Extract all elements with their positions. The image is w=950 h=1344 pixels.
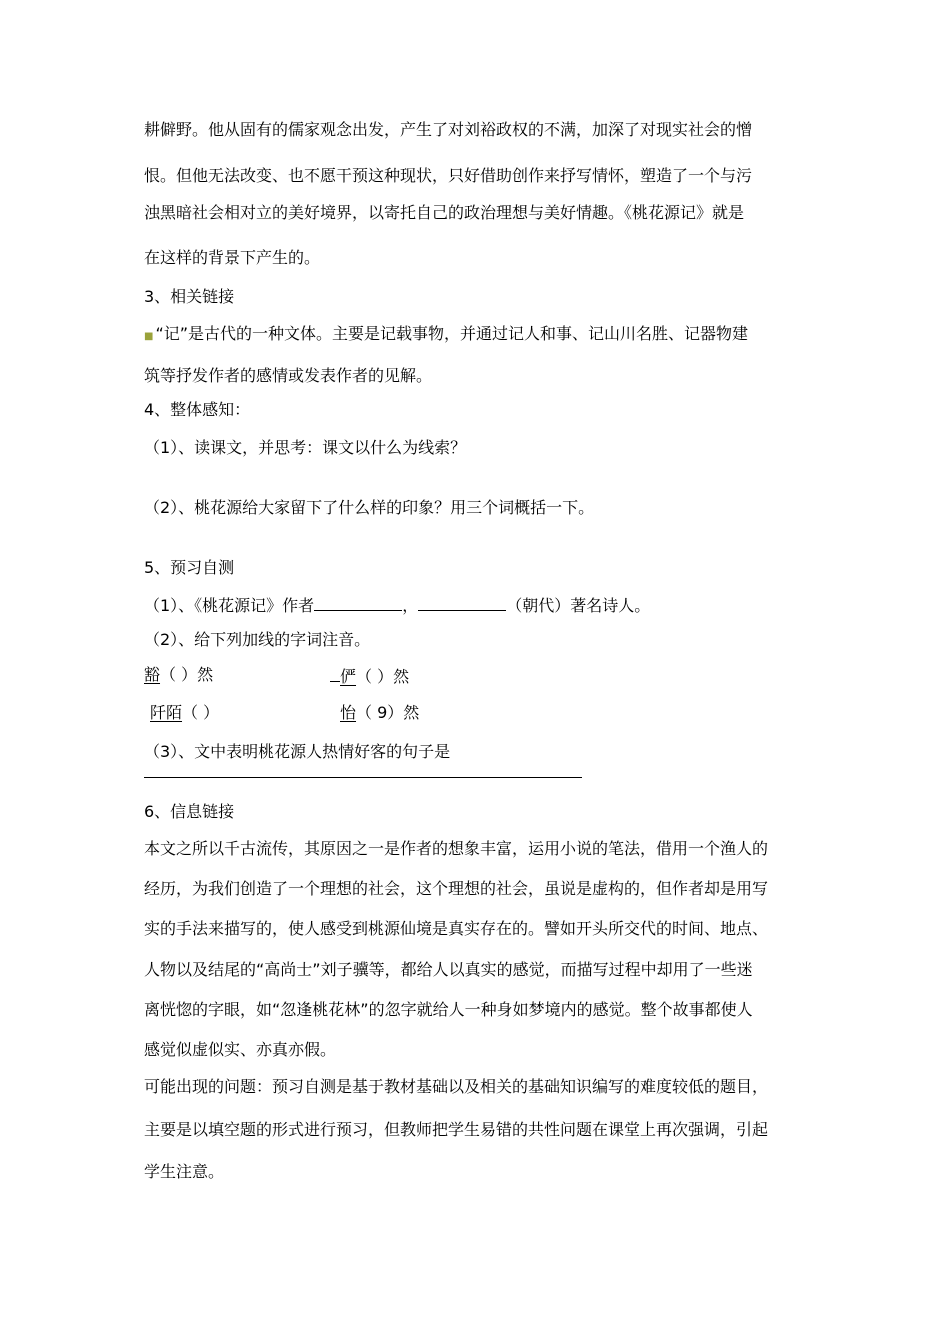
text-line: 学生注意。	[144, 1162, 225, 1181]
author-blank[interactable]	[314, 594, 402, 611]
dynasty-blank[interactable]	[418, 594, 506, 611]
text-line: 筑等抒发作者的感情或发表作者的见解。	[144, 366, 433, 385]
text-line: 浊黑暗社会相对立的美好境界，以寄托自己的政治理想与美好情趣。《桃花源记》就是	[144, 203, 745, 222]
pinyin-item: 豁（ ）然	[144, 665, 214, 684]
text-line: 离恍惚的字眼，如“忽逢桃花林”的忽字就给人一种身如梦境内的感觉。整个故事都使人	[144, 1000, 753, 1019]
pinyin-item: 阡陌（ ）	[150, 703, 220, 722]
text-line: 经历，为我们创造了一个理想的社会，这个理想的社会，虽说是虚构的，但作者却是用写	[144, 879, 769, 898]
text-line: 主要是以填空题的形式进行预习，但教师把学生易错的共性问题在课堂上再次强调，引起	[144, 1120, 769, 1139]
question-hospitality: （3）、文中表明桃花源人热情好客的句子是	[144, 742, 451, 761]
text-line: 实的手法来描写的，使人感受到桃源仙境是真实存在的。譬如开头所交代的时间、地点、	[144, 919, 769, 938]
section-title: 5、预习自测	[144, 558, 235, 577]
section-title: 3、相关链接	[144, 287, 235, 306]
text-line: 可能出现的问题：预习自测是基于教材基础以及相关的基础知识编写的难度较低的题目，	[144, 1077, 769, 1096]
text-line: 本文之所以千古流传，其原因之一是作者的想象丰富，运用小说的笔法，借用一个渔人的	[144, 839, 769, 858]
text-line: 在这样的背景下产生的。	[144, 248, 321, 267]
underlined-word: 怡	[340, 703, 357, 722]
text-line: ■ “记”是古代的一种文体。主要是记载事物，并通过记人和事、记山川名胜、记器物建	[144, 324, 749, 343]
section-title: 4、整体感知：	[144, 400, 251, 419]
text-line: 恨。但他无法改变、也不愿干预这种现状，只好借助创作来抒写情怀，塑造了一个与污	[144, 166, 753, 185]
underlined-word: 豁	[144, 665, 161, 684]
underlined-word: 俨	[340, 667, 357, 686]
question-2: （2）、桃花源给大家留下了什么样的印象？用三个词概括一下。	[144, 498, 595, 517]
pinyin-item: 怡（ 9）然	[340, 703, 420, 722]
text-line: 感觉似虚似实、亦真亦假。	[144, 1040, 337, 1059]
pinyin-item: 俨（ ）然	[330, 665, 409, 687]
answer-line[interactable]	[144, 777, 582, 778]
question-author: （1）、《桃花源记》作者 ， （朝代）著名诗人。	[144, 596, 651, 615]
question-1: （1）、读课文，并思考：课文以什么为线索？	[144, 438, 467, 457]
question-pinyin: （2）、给下列加线的字词注音。	[144, 630, 371, 649]
text-line: 人物以及结尾的“高尚士”刘子骥等，都给人以真实的感觉，而描写过程中却用了一些迷	[144, 960, 753, 979]
section-title: 6、信息链接	[144, 802, 235, 821]
text-line: 耕僻野。他从固有的儒家观念出发，产生了对刘裕政权的不满，加深了对现实社会的憎	[144, 120, 753, 139]
underlined-word: 阡陌	[150, 703, 183, 722]
dot-mark-icon: ■	[144, 331, 154, 342]
